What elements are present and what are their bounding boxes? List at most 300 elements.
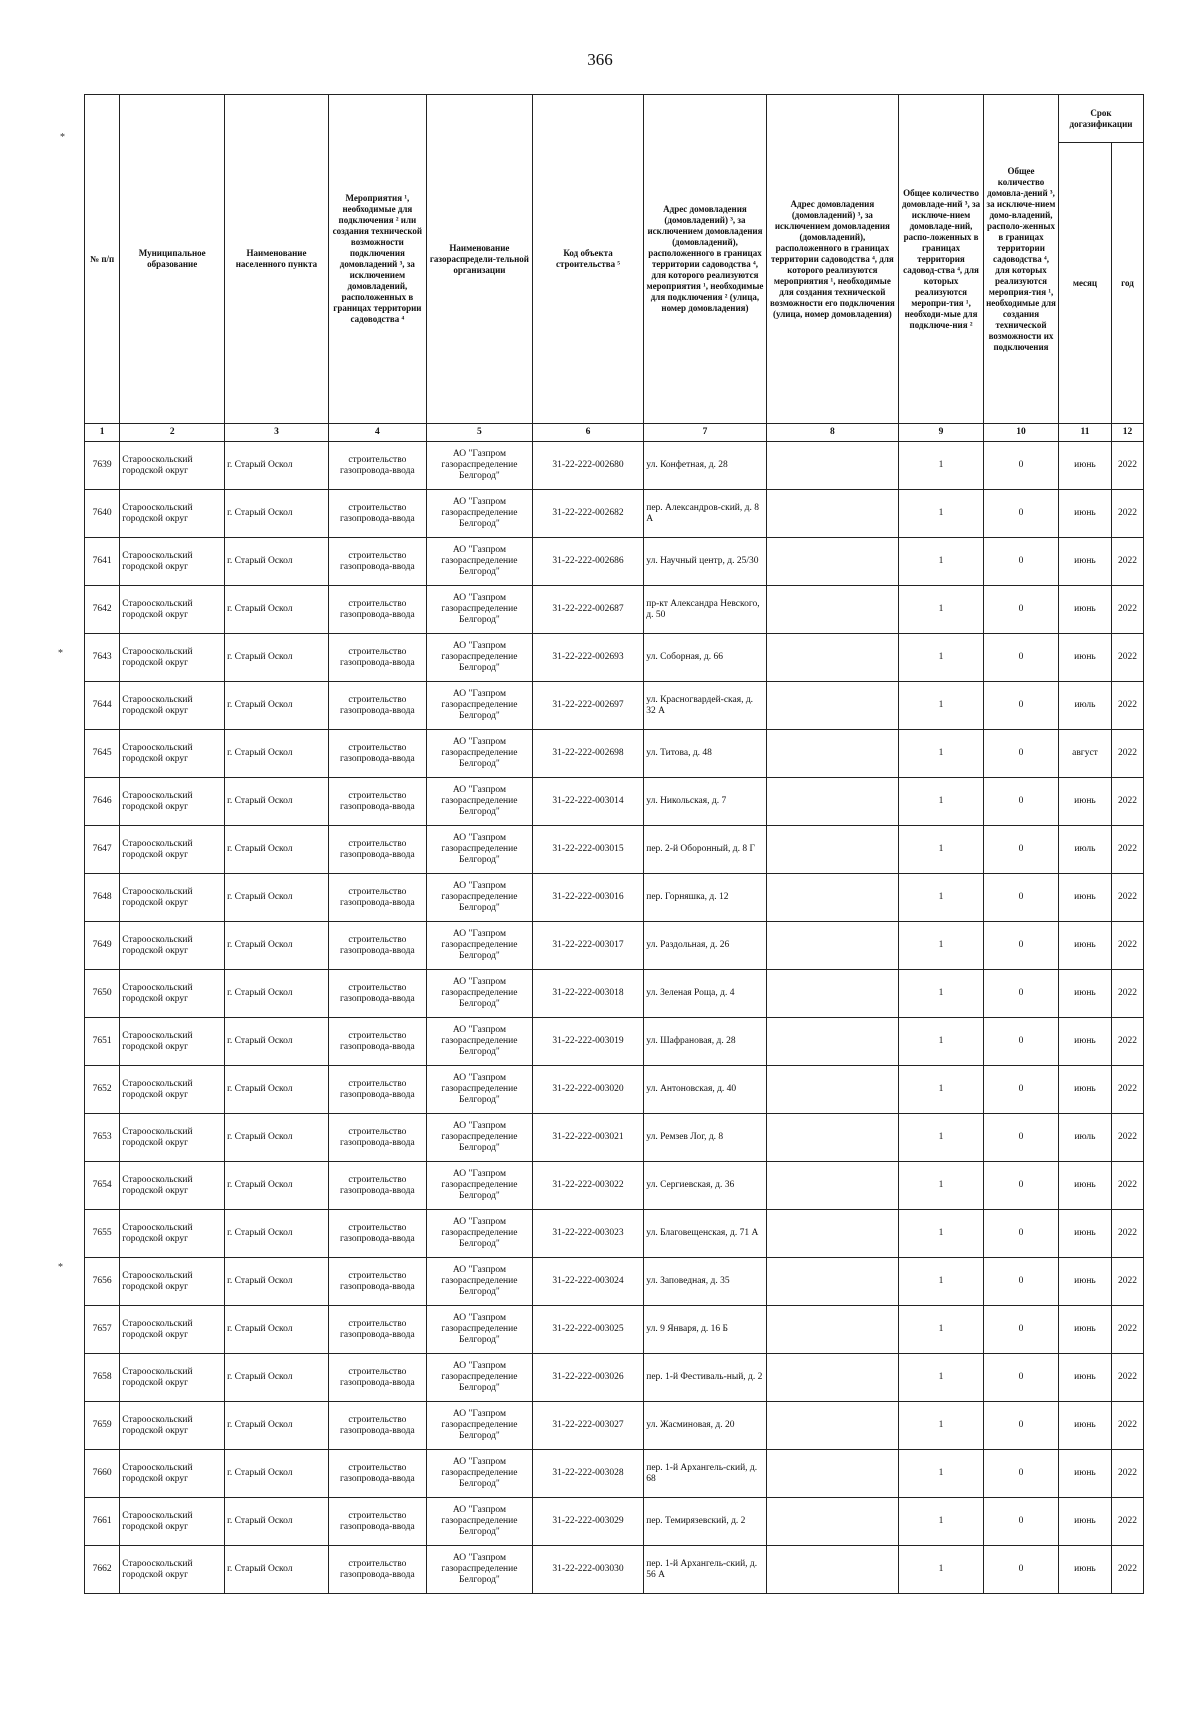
cell-address-connection: пер. 1-й Архангель-ский, д. 68	[644, 1450, 766, 1498]
cell-year: 2022	[1111, 1402, 1143, 1450]
cell-settlement: г. Старый Оскол	[225, 1354, 329, 1402]
cell-event: строительство газопровода-ввода	[328, 1450, 426, 1498]
cell-year: 2022	[1111, 634, 1143, 682]
cell-year: 2022	[1111, 1450, 1143, 1498]
cell-address-capability	[766, 922, 898, 970]
cell-address-capability	[766, 1354, 898, 1402]
cell-count-connection: 1	[899, 922, 984, 970]
column-number: 12	[1111, 424, 1143, 442]
cell-address-capability	[766, 970, 898, 1018]
cell-municipality: Старооскольский городской округ	[120, 1162, 225, 1210]
column-number: 10	[984, 424, 1059, 442]
cell-object-code: 31-22-222-003015	[532, 826, 643, 874]
column-number: 3	[225, 424, 329, 442]
table-row	[85, 970, 1144, 1018]
cell-count-capability: 0	[984, 778, 1059, 826]
cell-address-capability	[766, 1306, 898, 1354]
table-row	[85, 1258, 1144, 1306]
cell-index: 7639	[85, 442, 120, 490]
cell-index: 7650	[85, 970, 120, 1018]
cell-organization: АО "Газпром газораспределение Белгород"	[426, 490, 532, 538]
cell-month: июнь	[1059, 1354, 1112, 1402]
table-row	[85, 1210, 1144, 1258]
cell-year: 2022	[1111, 1018, 1143, 1066]
cell-address-capability	[766, 586, 898, 634]
column-number: 1	[85, 424, 120, 442]
cell-year: 2022	[1111, 970, 1143, 1018]
cell-year: 2022	[1111, 1162, 1143, 1210]
cell-address-capability	[766, 1018, 898, 1066]
cell-object-code: 31-22-222-002693	[532, 634, 643, 682]
cell-address-connection: ул. Антоновская, д. 40	[644, 1066, 766, 1114]
cell-object-code: 31-22-222-002697	[532, 682, 643, 730]
cell-object-code: 31-22-222-002698	[532, 730, 643, 778]
cell-settlement: г. Старый Оскол	[225, 586, 329, 634]
cell-index: 7656	[85, 1258, 120, 1306]
table-row	[85, 1498, 1144, 1546]
cell-count-capability: 0	[984, 634, 1059, 682]
cell-address-capability	[766, 1066, 898, 1114]
cell-address-capability	[766, 490, 898, 538]
cell-index: 7652	[85, 1066, 120, 1114]
cell-municipality: Старооскольский городской округ	[120, 634, 225, 682]
cell-index: 7649	[85, 922, 120, 970]
cell-count-capability: 0	[984, 1114, 1059, 1162]
cell-settlement: г. Старый Оскол	[225, 538, 329, 586]
cell-municipality: Старооскольский городской округ	[120, 1402, 225, 1450]
table-row	[85, 826, 1144, 874]
cell-municipality: Старооскольский городской округ	[120, 826, 225, 874]
cell-event: строительство газопровода-ввода	[328, 1306, 426, 1354]
cell-index: 7651	[85, 1018, 120, 1066]
cell-count-connection: 1	[899, 778, 984, 826]
cell-month: июнь	[1059, 586, 1112, 634]
cell-count-connection: 1	[899, 1306, 984, 1354]
cell-address-capability	[766, 730, 898, 778]
cell-address-capability	[766, 1498, 898, 1546]
cell-index: 7658	[85, 1354, 120, 1402]
cell-count-capability: 0	[984, 586, 1059, 634]
header-count-capability: Общее количество домовла-дений ³, за исключе-нием домо-владений, располо-женных в границах территории садоводства ⁴, для которых реализуются мероприя-тия ¹, необходимые для создания технической возможности их подключения	[984, 95, 1059, 424]
cell-municipality: Старооскольский городской округ	[120, 922, 225, 970]
cell-address-connection: пер. Темирязевский, д. 2	[644, 1498, 766, 1546]
cell-month: июнь	[1059, 1258, 1112, 1306]
cell-count-connection: 1	[899, 586, 984, 634]
cell-municipality: Старооскольский городской округ	[120, 1354, 225, 1402]
cell-municipality: Старооскольский городской округ	[120, 442, 225, 490]
cell-month: июнь	[1059, 1450, 1112, 1498]
cell-event: строительство газопровода-ввода	[328, 874, 426, 922]
cell-month: июнь	[1059, 1210, 1112, 1258]
cell-index: 7643	[85, 634, 120, 682]
cell-address-connection: ул. Никольская, д. 7	[644, 778, 766, 826]
cell-year: 2022	[1111, 1498, 1143, 1546]
cell-object-code: 31-22-222-002680	[532, 442, 643, 490]
cell-address-connection: ул. Ремзев Лог, д. 8	[644, 1114, 766, 1162]
cell-object-code: 31-22-222-003030	[532, 1546, 643, 1594]
cell-count-capability: 0	[984, 442, 1059, 490]
cell-address-connection: ул. Научный центр, д. 25/30	[644, 538, 766, 586]
cell-count-connection: 1	[899, 538, 984, 586]
header-address-capability: Адрес домовладения (домовладений) ³, за исключением домовладения (домовладений), расположенного в границах территории садоводства ⁴, для которого реализуются мероприятия ¹, необходимые для создания технической возможности его подключения (улица, номер домовладения)	[766, 95, 898, 424]
cell-address-connection: пр-кт Александра Невского, д. 50	[644, 586, 766, 634]
table-row	[85, 1066, 1144, 1114]
cell-organization: АО "Газпром газораспределение Белгород"	[426, 1498, 532, 1546]
cell-count-connection: 1	[899, 970, 984, 1018]
cell-year: 2022	[1111, 1354, 1143, 1402]
cell-count-capability: 0	[984, 730, 1059, 778]
cell-index: 7645	[85, 730, 120, 778]
header-object-code: Код объекта строительства ⁵	[532, 95, 643, 424]
header-month: месяц	[1059, 143, 1112, 424]
cell-event: строительство газопровода-ввода	[328, 490, 426, 538]
cell-organization: АО "Газпром газораспределение Белгород"	[426, 874, 532, 922]
cell-settlement: г. Старый Оскол	[225, 682, 329, 730]
cell-count-capability: 0	[984, 1354, 1059, 1402]
cell-address-connection: ул. Заповедная, д. 35	[644, 1258, 766, 1306]
cell-address-capability	[766, 1114, 898, 1162]
cell-year: 2022	[1111, 1306, 1143, 1354]
cell-organization: АО "Газпром газораспределение Белгород"	[426, 1306, 532, 1354]
cell-month: июнь	[1059, 1162, 1112, 1210]
cell-settlement: г. Старый Оскол	[225, 1066, 329, 1114]
cell-organization: АО "Газпром газораспределение Белгород"	[426, 1258, 532, 1306]
cell-month: июль	[1059, 826, 1112, 874]
page-number: 366	[587, 50, 613, 69]
gasification-table	[84, 94, 1144, 1594]
cell-municipality: Старооскольский городской округ	[120, 730, 225, 778]
cell-event: строительство газопровода-ввода	[328, 538, 426, 586]
cell-count-capability: 0	[984, 682, 1059, 730]
cell-year: 2022	[1111, 826, 1143, 874]
header-organization: Наименование газораспредели-тельной организации	[426, 95, 532, 424]
cell-month: июнь	[1059, 970, 1112, 1018]
cell-municipality: Старооскольский городской округ	[120, 1546, 225, 1594]
cell-organization: АО "Газпром газораспределение Белгород"	[426, 730, 532, 778]
cell-count-capability: 0	[984, 826, 1059, 874]
cell-event: строительство газопровода-ввода	[328, 730, 426, 778]
table-row	[85, 1114, 1144, 1162]
cell-organization: АО "Газпром газораспределение Белгород"	[426, 1546, 532, 1594]
cell-event: строительство газопровода-ввода	[328, 1066, 426, 1114]
cell-organization: АО "Газпром газораспределение Белгород"	[426, 538, 532, 586]
header-events: Мероприятия ¹, необходимые для подключения ² или создания технической возможности подключения домовладений ³, за исключением домовладений, расположенных в границах территории садоводства ⁴	[328, 95, 426, 424]
cell-organization: АО "Газпром газораспределение Белгород"	[426, 1114, 532, 1162]
cell-settlement: г. Старый Оскол	[225, 1450, 329, 1498]
cell-index: 7657	[85, 1306, 120, 1354]
cell-count-capability: 0	[984, 874, 1059, 922]
cell-count-capability: 0	[984, 970, 1059, 1018]
table-row	[85, 634, 1144, 682]
cell-address-capability	[766, 682, 898, 730]
cell-municipality: Старооскольский городской округ	[120, 778, 225, 826]
header-settlement: Наименование населенного пункта	[225, 95, 329, 424]
cell-count-connection: 1	[899, 1114, 984, 1162]
table-row	[85, 922, 1144, 970]
cell-event: строительство газопровода-ввода	[328, 922, 426, 970]
column-number: 11	[1059, 424, 1112, 442]
cell-index: 7641	[85, 538, 120, 586]
cell-month: июнь	[1059, 442, 1112, 490]
cell-municipality: Старооскольский городской округ	[120, 1306, 225, 1354]
table-row	[85, 1546, 1144, 1594]
cell-month: июнь	[1059, 1018, 1112, 1066]
cell-count-connection: 1	[899, 1402, 984, 1450]
header-year: год	[1111, 143, 1143, 424]
cell-municipality: Старооскольский городской округ	[120, 874, 225, 922]
header-index: № п/п	[85, 95, 120, 424]
cell-settlement: г. Старый Оскол	[225, 730, 329, 778]
cell-count-connection: 1	[899, 682, 984, 730]
cell-object-code: 31-22-222-003025	[532, 1306, 643, 1354]
cell-month: июнь	[1059, 634, 1112, 682]
cell-settlement: г. Старый Оскол	[225, 490, 329, 538]
cell-count-connection: 1	[899, 1018, 984, 1066]
cell-count-capability: 0	[984, 1018, 1059, 1066]
cell-address-connection: ул. Зеленая Роща, д. 4	[644, 970, 766, 1018]
cell-settlement: г. Старый Оскол	[225, 1498, 329, 1546]
cell-address-connection: пер. 1-й Фестиваль-ный, д. 2	[644, 1354, 766, 1402]
cell-month: июнь	[1059, 1546, 1112, 1594]
cell-month: июнь	[1059, 1402, 1112, 1450]
cell-organization: АО "Газпром газораспределение Белгород"	[426, 1354, 532, 1402]
cell-month: июнь	[1059, 778, 1112, 826]
header-municipality: Муниципальное образование	[120, 95, 225, 424]
cell-month: июнь	[1059, 874, 1112, 922]
cell-settlement: г. Старый Оскол	[225, 1306, 329, 1354]
cell-organization: АО "Газпром газораспределение Белгород"	[426, 682, 532, 730]
cell-organization: АО "Газпром газораспределение Белгород"	[426, 1066, 532, 1114]
cell-object-code: 31-22-222-002687	[532, 586, 643, 634]
cell-address-connection: ул. Сергиевская, д. 36	[644, 1162, 766, 1210]
cell-month: июль	[1059, 1114, 1112, 1162]
cell-count-connection: 1	[899, 1066, 984, 1114]
cell-object-code: 31-22-222-002682	[532, 490, 643, 538]
table-row	[85, 1306, 1144, 1354]
header-address-connection: Адрес домовладения (домовладений) ³, за исключением домовладения (домовладений), расположенного в границах территории садоводства ⁴, для которого реализуются мероприятия ¹, необходимые для подключения ² (улица, номер домовладения)	[644, 95, 766, 424]
cell-address-capability	[766, 1450, 898, 1498]
header-count-connection: Общее количество домовладе-ний ³, за исключе-нием домовладе-ний, распо-ложенных в границах территория садовод-ства ⁴, для которых реализуются меропри-тия ¹, необходи-мые для подключе-ния ²	[899, 95, 984, 424]
table-row	[85, 442, 1144, 490]
cell-event: строительство газопровода-ввода	[328, 682, 426, 730]
cell-address-connection: ул. Соборная, д. 66	[644, 634, 766, 682]
column-number: 5	[426, 424, 532, 442]
cell-index: 7642	[85, 586, 120, 634]
cell-organization: АО "Газпром газораспределение Белгород"	[426, 1450, 532, 1498]
cell-event: строительство газопровода-ввода	[328, 1498, 426, 1546]
cell-municipality: Старооскольский городской округ	[120, 490, 225, 538]
cell-address-connection: ул. Жасминовая, д. 20	[644, 1402, 766, 1450]
cell-settlement: г. Старый Оскол	[225, 1114, 329, 1162]
cell-count-connection: 1	[899, 490, 984, 538]
cell-year: 2022	[1111, 442, 1143, 490]
table-row	[85, 778, 1144, 826]
cell-count-connection: 1	[899, 442, 984, 490]
table-row	[85, 538, 1144, 586]
cell-object-code: 31-22-222-003028	[532, 1450, 643, 1498]
cell-month: июль	[1059, 682, 1112, 730]
cell-month: август	[1059, 730, 1112, 778]
cell-address-capability	[766, 826, 898, 874]
table-row	[85, 1450, 1144, 1498]
cell-address-connection: пер. 2-й Оборонный, д. 8 Г	[644, 826, 766, 874]
cell-address-capability	[766, 1546, 898, 1594]
cell-address-capability	[766, 778, 898, 826]
cell-index: 7648	[85, 874, 120, 922]
cell-municipality: Старооскольский городской округ	[120, 1450, 225, 1498]
cell-year: 2022	[1111, 1258, 1143, 1306]
cell-index: 7654	[85, 1162, 120, 1210]
cell-count-connection: 1	[899, 826, 984, 874]
cell-count-connection: 1	[899, 634, 984, 682]
cell-count-capability: 0	[984, 1450, 1059, 1498]
cell-year: 2022	[1111, 874, 1143, 922]
header-deadline: Срок догазификации	[1059, 95, 1144, 143]
cell-count-capability: 0	[984, 1402, 1059, 1450]
cell-year: 2022	[1111, 730, 1143, 778]
cell-object-code: 31-22-222-003017	[532, 922, 643, 970]
cell-settlement: г. Старый Оскол	[225, 442, 329, 490]
cell-address-connection: ул. Благовещенская, д. 71 А	[644, 1210, 766, 1258]
cell-address-connection: пер. 1-й Архангель-ский, д. 56 А	[644, 1546, 766, 1594]
cell-settlement: г. Старый Оскол	[225, 1210, 329, 1258]
cell-object-code: 31-22-222-003021	[532, 1114, 643, 1162]
cell-organization: АО "Газпром газораспределение Белгород"	[426, 1210, 532, 1258]
cell-municipality: Старооскольский городской округ	[120, 1498, 225, 1546]
cell-address-connection: ул. Раздольная, д. 26	[644, 922, 766, 970]
cell-year: 2022	[1111, 1210, 1143, 1258]
cell-object-code: 31-22-222-003023	[532, 1210, 643, 1258]
cell-organization: АО "Газпром газораспределение Белгород"	[426, 586, 532, 634]
cell-address-connection: пер. Горняшка, д. 12	[644, 874, 766, 922]
cell-index: 7644	[85, 682, 120, 730]
cell-municipality: Старооскольский городской округ	[120, 1114, 225, 1162]
cell-year: 2022	[1111, 778, 1143, 826]
cell-count-capability: 0	[984, 1546, 1059, 1594]
cell-municipality: Старооскольский городской округ	[120, 682, 225, 730]
scan-mark: *	[58, 1262, 63, 1273]
cell-address-capability	[766, 1258, 898, 1306]
cell-year: 2022	[1111, 1546, 1143, 1594]
cell-month: июнь	[1059, 1066, 1112, 1114]
cell-organization: АО "Газпром газораспределение Белгород"	[426, 826, 532, 874]
cell-month: июнь	[1059, 490, 1112, 538]
cell-year: 2022	[1111, 538, 1143, 586]
cell-count-capability: 0	[984, 922, 1059, 970]
cell-count-capability: 0	[984, 1306, 1059, 1354]
cell-event: строительство газопровода-ввода	[328, 1210, 426, 1258]
table-row	[85, 1402, 1144, 1450]
cell-count-connection: 1	[899, 1354, 984, 1402]
cell-object-code: 31-22-222-003022	[532, 1162, 643, 1210]
cell-address-capability	[766, 1210, 898, 1258]
cell-address-connection: ул. Шафрановая, д. 28	[644, 1018, 766, 1066]
cell-month: июнь	[1059, 538, 1112, 586]
cell-index: 7659	[85, 1402, 120, 1450]
cell-address-connection: ул. 9 Января, д. 16 Б	[644, 1306, 766, 1354]
cell-event: строительство газопровода-ввода	[328, 1018, 426, 1066]
cell-settlement: г. Старый Оскол	[225, 1546, 329, 1594]
table-row	[85, 1162, 1144, 1210]
cell-municipality: Старооскольский городской округ	[120, 538, 225, 586]
cell-year: 2022	[1111, 1066, 1143, 1114]
cell-count-connection: 1	[899, 1162, 984, 1210]
cell-address-capability	[766, 1162, 898, 1210]
table-row	[85, 1354, 1144, 1402]
table-row	[85, 874, 1144, 922]
cell-object-code: 31-22-222-003020	[532, 1066, 643, 1114]
cell-settlement: г. Старый Оскол	[225, 634, 329, 682]
cell-count-capability: 0	[984, 538, 1059, 586]
cell-count-capability: 0	[984, 1162, 1059, 1210]
cell-organization: АО "Газпром газораспределение Белгород"	[426, 778, 532, 826]
table-row	[85, 682, 1144, 730]
cell-index: 7653	[85, 1114, 120, 1162]
cell-count-capability: 0	[984, 490, 1059, 538]
cell-municipality: Старооскольский городской округ	[120, 970, 225, 1018]
cell-municipality: Старооскольский городской округ	[120, 586, 225, 634]
cell-event: строительство газопровода-ввода	[328, 1354, 426, 1402]
cell-address-capability	[766, 538, 898, 586]
scan-mark: *	[58, 648, 63, 659]
cell-count-capability: 0	[984, 1498, 1059, 1546]
table-row	[85, 490, 1144, 538]
cell-municipality: Старооскольский городской округ	[120, 1210, 225, 1258]
cell-event: строительство газопровода-ввода	[328, 970, 426, 1018]
cell-address-connection: ул. Красногвардей-ская, д. 32 А	[644, 682, 766, 730]
cell-index: 7647	[85, 826, 120, 874]
cell-count-connection: 1	[899, 1210, 984, 1258]
cell-event: строительство газопровода-ввода	[328, 826, 426, 874]
cell-object-code: 31-22-222-003018	[532, 970, 643, 1018]
cell-event: строительство газопровода-ввода	[328, 778, 426, 826]
cell-event: строительство газопровода-ввода	[328, 1162, 426, 1210]
table-row	[85, 586, 1144, 634]
cell-event: строительство газопровода-ввода	[328, 634, 426, 682]
cell-settlement: г. Старый Оскол	[225, 826, 329, 874]
cell-event: строительство газопровода-ввода	[328, 1402, 426, 1450]
cell-address-connection: ул. Конфетная, д. 28	[644, 442, 766, 490]
cell-object-code: 31-22-222-003024	[532, 1258, 643, 1306]
cell-event: строительство газопровода-ввода	[328, 442, 426, 490]
cell-year: 2022	[1111, 682, 1143, 730]
cell-address-capability	[766, 442, 898, 490]
cell-settlement: г. Старый Оскол	[225, 1402, 329, 1450]
cell-index: 7660	[85, 1450, 120, 1498]
table-row	[85, 730, 1144, 778]
cell-address-capability	[766, 874, 898, 922]
cell-count-connection: 1	[899, 1258, 984, 1306]
cell-organization: АО "Газпром газораспределение Белгород"	[426, 922, 532, 970]
cell-year: 2022	[1111, 490, 1143, 538]
cell-year: 2022	[1111, 586, 1143, 634]
table-row	[85, 1018, 1144, 1066]
cell-count-connection: 1	[899, 730, 984, 778]
cell-organization: АО "Газпром газораспределение Белгород"	[426, 442, 532, 490]
column-number: 6	[532, 424, 643, 442]
cell-count-connection: 1	[899, 874, 984, 922]
cell-count-capability: 0	[984, 1066, 1059, 1114]
cell-count-capability: 0	[984, 1258, 1059, 1306]
cell-object-code: 31-22-222-002686	[532, 538, 643, 586]
cell-settlement: г. Старый Оскол	[225, 778, 329, 826]
cell-year: 2022	[1111, 922, 1143, 970]
cell-month: июнь	[1059, 1306, 1112, 1354]
cell-object-code: 31-22-222-003026	[532, 1354, 643, 1402]
cell-count-capability: 0	[984, 1210, 1059, 1258]
cell-event: строительство газопровода-ввода	[328, 1546, 426, 1594]
cell-object-code: 31-22-222-003014	[532, 778, 643, 826]
